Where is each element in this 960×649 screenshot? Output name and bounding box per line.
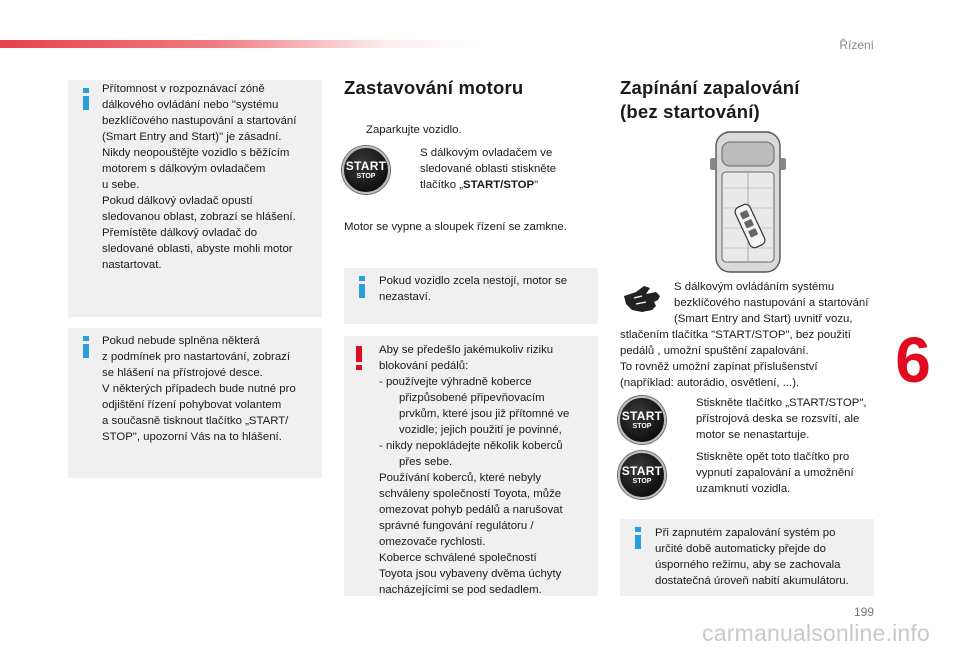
info-icon xyxy=(79,88,93,112)
warning-intro: Aby se předešlo jakémukoliv riziku blokování pedálů: xyxy=(379,344,554,372)
warning-icon xyxy=(356,346,362,370)
info-box-vehicle-moving xyxy=(344,268,598,324)
ignition-intro-indented: S dálkovým ovládáním systému bezklíčového nastupování a startování (Smart Entry and Start) uvnitř vozu, xyxy=(674,281,869,325)
info-box-vehicle-moving-text: Pokud vozidlo zcela nestojí, motor se nezastaví. xyxy=(379,275,568,303)
warning-box-floor-mats xyxy=(344,336,598,596)
car-top-view-icon xyxy=(710,128,786,276)
watermark: carmanualsonline.info xyxy=(702,620,930,646)
info-box-proximity-text: Přítomnost v rozpoznávací zóně dálkového ovládání nebo "systému bezklíčového nastupování a startování (Smart Entry and Start)" je zásadní. Nikdy neopouštějte vozidlo s běžícím motorem s dálkovým ovladačem u sebe. Pokud dálkový ovladač opustí sledovanou oblast, zobrazí se hlášení. Přemístěte dálkový ovladač do sledované oblasti, abyste mohli motor nastartovat. xyxy=(102,83,297,271)
step-press-start-stop: S dálkovým ovladačem ve sledované oblasti stiskněte tlačítko „START/STOP" xyxy=(420,147,557,191)
section-title: Řízení xyxy=(839,38,874,52)
step-park-vehicle: Zaparkujte vozidlo. xyxy=(366,124,462,136)
info-box-economy-mode-text: Při zapnutém zapalování systém po určité době automaticky přejde do úsporného režimu, aby se zachovala dostatečná úroveň nabití akumulátoru. xyxy=(655,527,849,587)
info-box-start-conditions xyxy=(68,328,322,478)
step-ignition-off: Stiskněte opět toto tlačítko pro vypnutí zapalování a umožnění uzamknutí vozidla. xyxy=(696,451,854,495)
warning-item: - nikdy nepokládejte několik koberců přes sebe. xyxy=(379,440,563,468)
info-icon xyxy=(355,276,369,300)
info-icon xyxy=(631,527,645,551)
hand-press-icon xyxy=(620,282,662,316)
start-stop-button-icon: START STOP xyxy=(618,451,666,499)
page-number: 199 xyxy=(853,605,874,619)
warning-item: - používejte výhradně koberce přizpůsobené připevňovacím prvkům, které jsou již přítomné ve vozidle; jejich použití je povinné, xyxy=(379,376,570,436)
heading-ignition-on: Zapínání zapalování (bez startování) xyxy=(620,77,800,122)
engine-stop-result: Motor se vypne a sloupek řízení se zamkne. xyxy=(344,221,567,233)
step-ignition-on: Stiskněte tlačítko „START/STOP", přístrojová deska se rozsvítí, ale motor se nenastartuje. xyxy=(696,397,867,441)
header-accent-bar xyxy=(0,40,480,48)
info-box-proximity xyxy=(68,80,322,317)
info-box-start-conditions-text: Pokud nebude splněna některá z podmínek pro nastartování, zobrazí se hlášení na přístrojové desce. V některých případech bude nutné pro odjištění řízení pohybovat volantem a současně tisknout tlačítko „START/ STOP", upozorní Vás na to hlášení. xyxy=(102,335,296,443)
info-box-economy-mode xyxy=(620,519,874,596)
start-stop-button-icon: START STOP xyxy=(618,396,666,444)
ignition-intro-full: stlačením tlačítka "START/STOP", bez použití pedálů , umožní spuštění zapalování. To rovněž umožní zapínat příslušenství (například: autorádio, osvětlení, ...). xyxy=(620,329,851,389)
heading-stopping-engine: Zastavování motoru xyxy=(344,77,524,98)
warning-body: Používání koberců, které nebyly schváleny společností Toyota, může omezovat pohyb pedálů a narušovat správné fungování regulátoru / omezovače rychlosti. Koberce schválené společností Toyota jsou vybaveny dvěma úchyty nacházejícími se pod sedadlem. xyxy=(379,472,563,596)
info-icon xyxy=(79,336,93,360)
start-stop-button-icon: START STOP xyxy=(342,146,390,194)
chapter-number: 6 xyxy=(895,324,931,396)
